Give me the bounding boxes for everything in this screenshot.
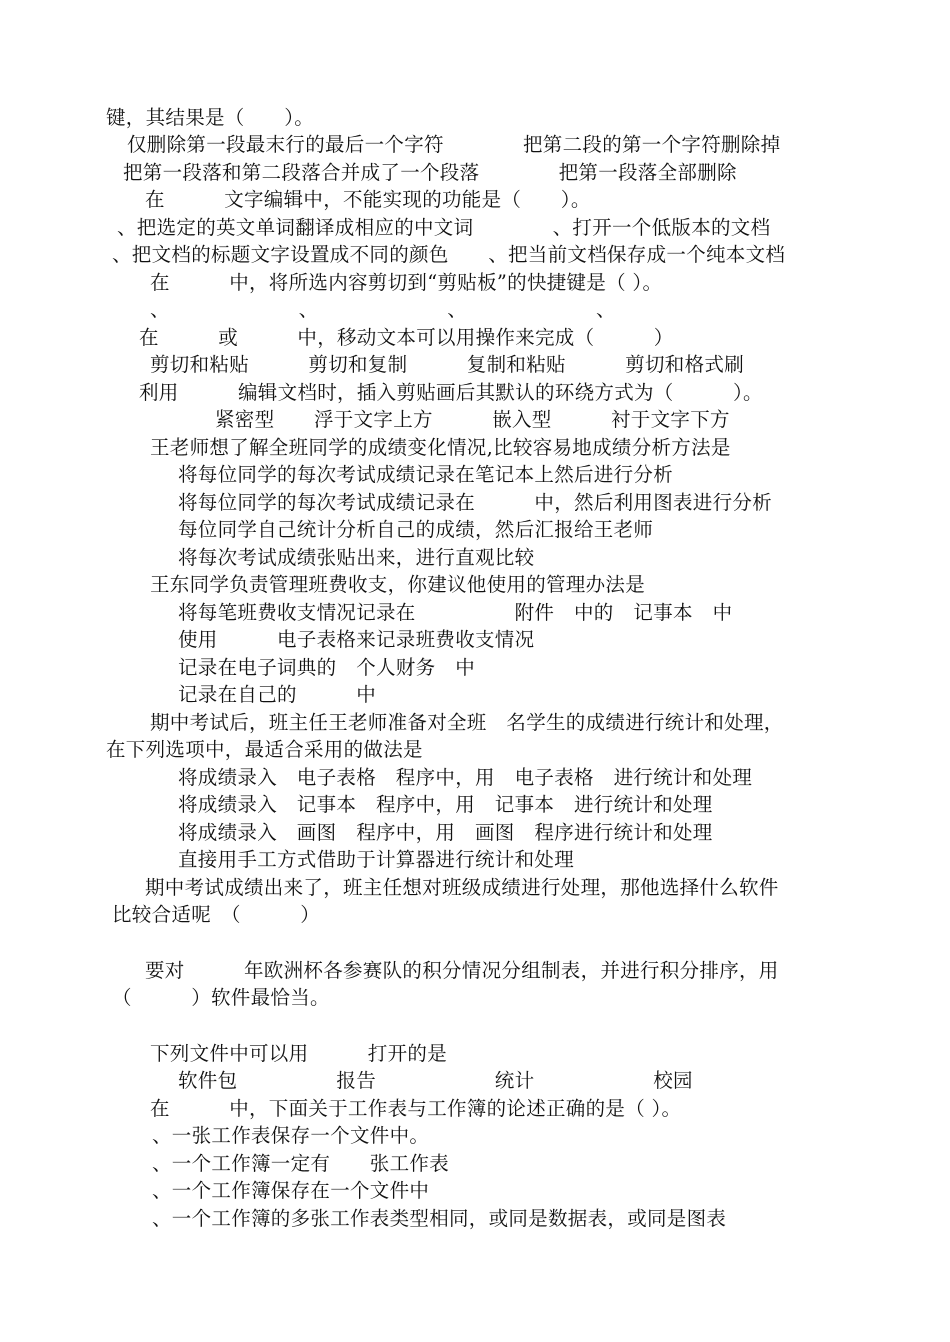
text-line-5: 、把选定的英文单词翻译成相应的中文词 、打开一个低版本的文档 <box>117 216 771 239</box>
text-line-20: 使用 电子表格来记录班费收支情况 <box>178 628 535 651</box>
text-line-36: 、一张工作表保存一个文件中。 <box>152 1124 430 1147</box>
text-line-10: 剪切和粘贴 剪切和复制 复制和粘贴 剪切和格式刷 <box>150 353 745 376</box>
text-line-6: 、把文档的标题文字设置成不同的颜色 、把当前文档保存成一个纯本文档 <box>112 243 786 266</box>
text-line-24: 在下列选项中，最适合采用的做法是 <box>106 738 423 761</box>
text-line-15: 将每位同学的每次考试成绩记录在 中，然后利用图表进行分析 <box>178 491 773 514</box>
text-line-17: 将每次考试成绩张贴出来，进行直观比较 <box>178 546 535 569</box>
text-line-14: 将每位同学的每次考试成绩记录在笔记本上然后进行分析 <box>178 463 674 486</box>
text-line-27: 将成绩录入 画图 程序中，用 画图 程序进行统计和处理 <box>178 821 713 844</box>
text-line-35: 在 中，下面关于工作表与工作簿的论述正确的是（ ）。 <box>150 1097 682 1120</box>
text-line-26: 将成绩录入 记事本 程序中，用 记事本 进行统计和处理 <box>178 793 713 816</box>
text-line-12: 紧密型 浮于文字上方 嵌入型 衬于文字下方 <box>215 408 730 431</box>
text-line-16: 每位同学自己统计分析自己的成绩，然后汇报给王老师 <box>178 518 654 541</box>
text-line-28: 直接用手工方式借助于计算器进行统计和处理 <box>178 848 575 871</box>
text-line-2: 仅删除第一段最末行的最后一个字符 把第二段的第一个字符删除掉 <box>127 133 781 156</box>
text-line-4: 在 文字编辑中，不能实现的功能是（ ）。 <box>145 188 591 211</box>
text-line-8: 、 、 、 、 <box>150 298 616 321</box>
text-line-39: 、一个工作簿的多张工作表类型相同，或同是数据表，或同是图表 <box>152 1207 727 1230</box>
text-line-7: 在 中，将所选内容剪切到“剪贴板”的快捷键是（ ）。 <box>150 271 663 294</box>
text-line-21: 记录在电子词典的 个人财务 中 <box>178 656 476 679</box>
text-line-1: 键，其结果是（ ）。 <box>106 106 315 129</box>
text-line-13: 王老师想了解全班同学的成绩变化情况,比较容易地成绩分析方法是 <box>150 436 731 459</box>
text-line-19: 将每笔班费收支情况记录在 附件 中的 记事本 中 <box>178 601 733 624</box>
text-line-37: 、一个工作簿一定有 张工作表 <box>152 1152 450 1175</box>
text-line-32: （ ）软件最恰当。 <box>112 986 330 1009</box>
text-line-9: 在 或 中，移动文本可以用操作来完成（ ） <box>139 326 674 349</box>
text-line-23: 期中考试后，班主任王老师准备对全班 名学生的成绩进行统计和处理， <box>150 711 784 734</box>
text-line-25: 将成绩录入 电子表格 程序中，用 电子表格 进行统计和处理 <box>178 766 753 789</box>
text-line-33: 下列文件中可以用 打开的是 <box>150 1042 448 1065</box>
text-line-18: 王东同学负责管理班费收支，你建议他使用的管理办法是 <box>150 573 646 596</box>
text-line-31: 要对 年欧洲杯各参赛队的积分情况分组制表，并进行积分排序，用 <box>145 959 779 982</box>
text-line-29: 期中考试成绩出来了，班主任想对班级成绩进行处理，那他选择什么软件 <box>145 876 779 899</box>
text-line-38: 、一个工作簿保存在一个文件中 <box>152 1179 430 1202</box>
text-line-34: 软件包 报告 统计 校园 <box>178 1069 693 1092</box>
text-line-30: 比较合适呢 （ ） <box>112 903 321 926</box>
text-line-22: 记录在自己的 中 <box>178 683 377 706</box>
text-line-11: 利用 编辑文档时，插入剪贴画后其默认的环绕方式为（ ）。 <box>139 381 763 404</box>
text-line-3: 把第一段落和第二段落合并成了一个段落 把第一段落全部删除 <box>123 161 737 184</box>
